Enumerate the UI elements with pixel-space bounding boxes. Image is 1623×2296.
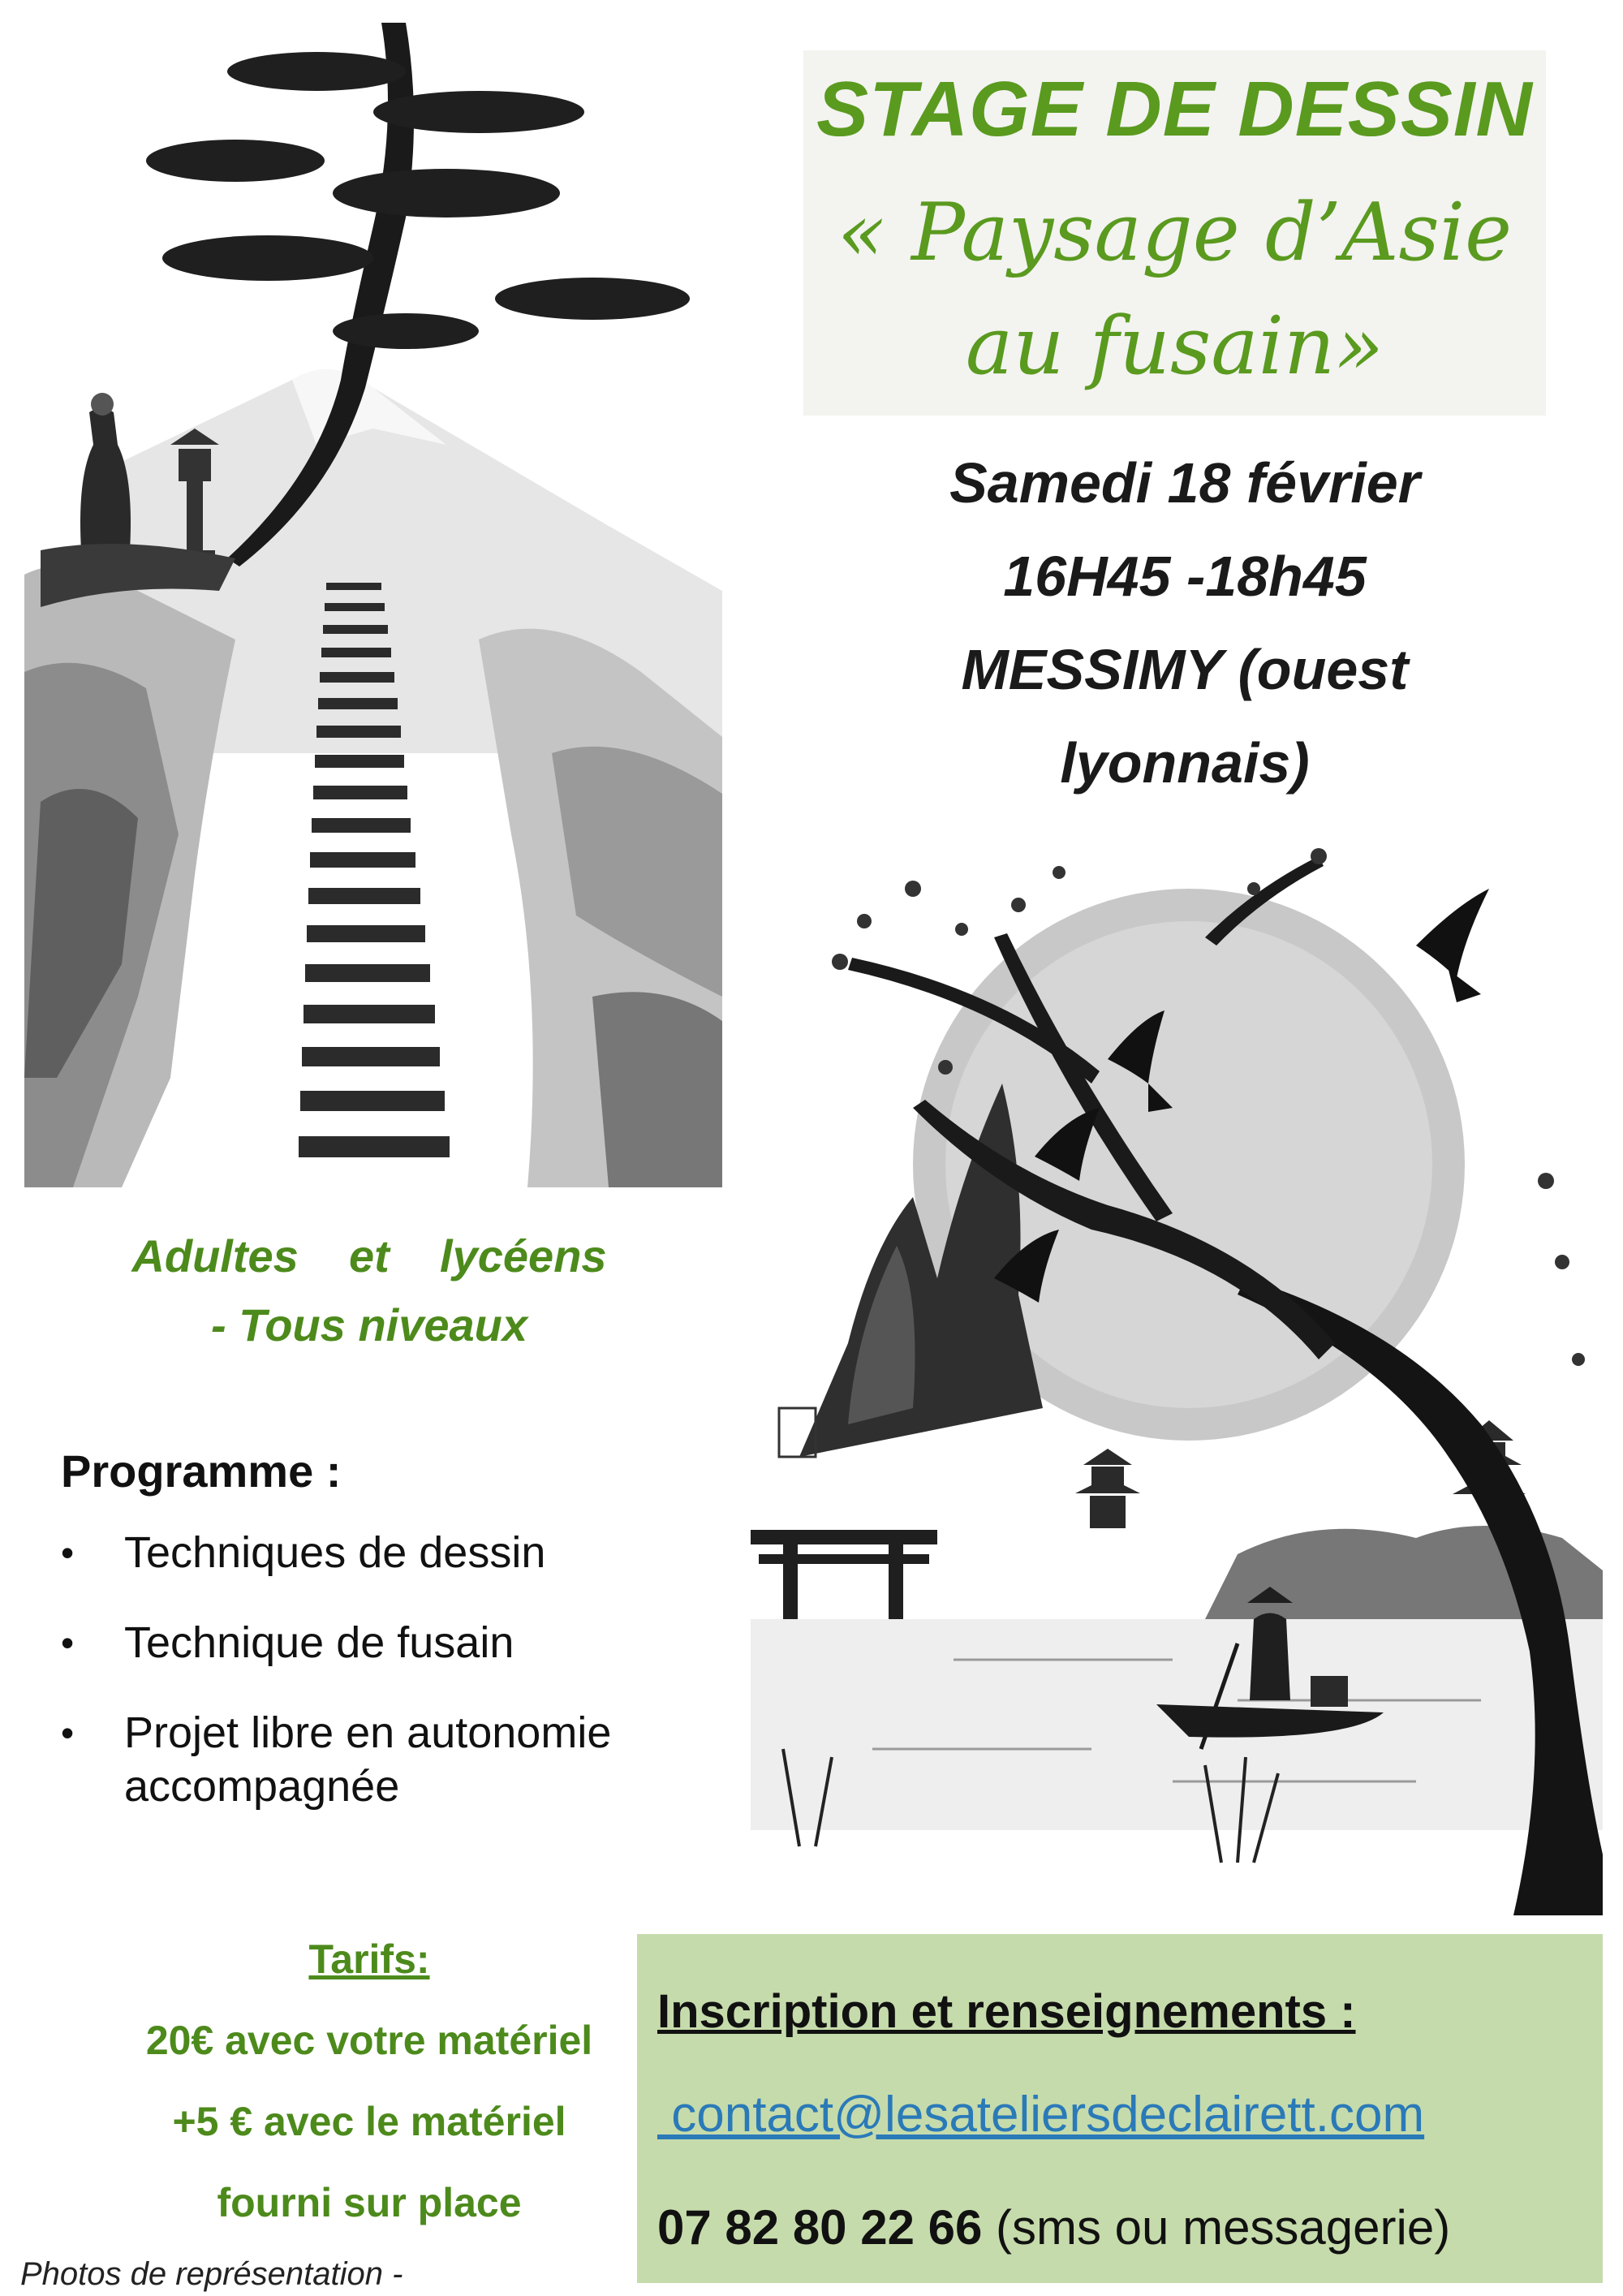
event-date: Samedi 18 février [949, 451, 1420, 515]
contact-title: Inscription et renseignements : [657, 1985, 1356, 2038]
programme-item: • Techniques de dessin [61, 1526, 726, 1579]
contact-phone [657, 2199, 1450, 2255]
event-place-line2: lyonnais) [1060, 731, 1310, 795]
photo-note: Photos de représentation - [20, 2256, 403, 2292]
tarif-line2: +5 € avec le matériel [172, 2099, 566, 2144]
poster-title: STAGE DE DESSIN [816, 66, 1533, 153]
event-place-line1: MESSIMY (ouest [961, 638, 1409, 701]
programme-list [61, 1526, 726, 1850]
contact-email-link[interactable]: contact@lesateliersdeclairett.com [657, 2087, 1425, 2143]
programme-title: Programme : [61, 1445, 342, 1497]
phone-number: 07 82 80 22 66 [657, 2200, 983, 2255]
poster-subtitle-line1: « Paysage d’Asie [837, 187, 1513, 279]
programme-item: • Projet libre en autonomie accompagnée [61, 1706, 726, 1813]
phone-note: (sms ou messagerie) [982, 2200, 1451, 2255]
tarif-line1: 20€ avec votre matériel [145, 2018, 593, 2063]
tarifs-title: Tarifs: [308, 1936, 430, 1982]
audience-line2: - Tous niveaux [210, 1299, 527, 1350]
asian-lake-illustration [751, 840, 1603, 1915]
programme-item: • Technique de fusain [61, 1616, 726, 1669]
tarif-line3: fourni sur place [217, 2180, 522, 2225]
poster-subtitle-line2: au fusain» [965, 300, 1384, 393]
audience-line1: Adultes et lycéens [131, 1230, 607, 1282]
mountain-stairs-illustration [24, 23, 722, 1187]
event-time: 16H45 -18h45 [1003, 545, 1367, 608]
